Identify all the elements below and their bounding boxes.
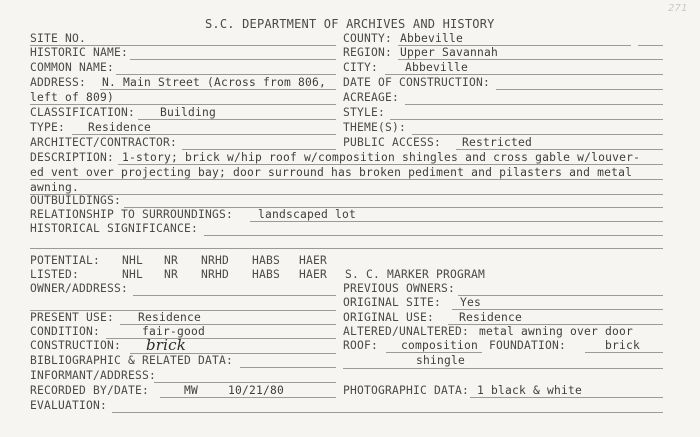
address-value-line2: left of 809) (30, 91, 115, 104)
city-label: CITY: (343, 61, 379, 74)
description-rule-1 (118, 164, 663, 165)
roof-continuation-line (343, 368, 663, 369)
common-name-line (116, 74, 336, 75)
site-no-label: SITE NO. (30, 32, 87, 45)
listed-label: LISTED: (30, 268, 80, 281)
region-value: Upper Savannah (400, 46, 499, 59)
region-label: REGION: (343, 46, 393, 59)
recorded-by-label: RECORDED BY/DATE: (30, 384, 150, 397)
address-line-2 (30, 104, 336, 105)
listed-haer: HAER (299, 268, 328, 281)
historical-significance-label: HISTORICAL SIGNIFICANCE: (30, 222, 199, 235)
owner-address-line (133, 295, 336, 296)
original-use-value: Residence (459, 311, 523, 324)
roof-label: ROOF: (343, 339, 379, 352)
classification-value: Building (160, 106, 217, 119)
evaluation-label: EVALUATION: (30, 399, 108, 412)
informant-label: INFORMANT/ADDRESS: (30, 369, 157, 382)
construction-value: brick (146, 336, 187, 354)
previous-owners-label: PREVIOUS OWNERS: (343, 282, 456, 295)
roof-value-line2: shingle (416, 354, 466, 367)
original-site-line (452, 309, 663, 310)
original-site-label: ORIGINAL SITE: (343, 296, 442, 309)
foundation-line (585, 352, 663, 353)
classification-label: CLASSIFICATION: (30, 106, 136, 119)
card-header: S.C. DEPARTMENT OF ARCHIVES AND HISTORY (205, 17, 495, 31)
potential-label: POTENTIAL: (30, 254, 101, 267)
outbuildings-label: OUTBUILDINGS: (30, 194, 122, 207)
condition-label: CONDITION: (30, 325, 101, 338)
date-construction-line (496, 89, 663, 90)
present-use-value: Residence (138, 311, 202, 324)
description-rule-2 (30, 179, 663, 180)
photographic-data-line (470, 397, 663, 398)
listed-nr: NR (164, 268, 179, 281)
evaluation-line (112, 412, 663, 413)
potential-nhl: NHL (122, 254, 144, 267)
foundation-label: FOUNDATION: (489, 339, 567, 352)
construction-label: CONSTRUCTION: (30, 339, 122, 352)
public-access-value: Restricted (462, 136, 533, 149)
description-rule-3 (30, 194, 663, 195)
potential-nrhd: NRHD (201, 254, 230, 267)
style-line (390, 119, 663, 120)
county-label: COUNTY: (343, 32, 393, 45)
description-line3: awning. (30, 181, 80, 194)
address-value-line1: N. Main Street (Across from 806, (102, 76, 327, 89)
condition-line (106, 338, 336, 339)
original-site-value: Yes (460, 296, 482, 309)
public-access-line (456, 149, 663, 150)
public-access-label: PUBLIC ACCESS: (343, 136, 442, 149)
recorded-by-date: 10/21/80 (228, 384, 285, 397)
style-label: STYLE: (343, 106, 386, 119)
type-label: TYPE: (30, 121, 66, 134)
description-line1: 1-story; brick w/hip roof w/composition shingles and cross gable w/louver- (122, 151, 641, 164)
theme-line (412, 134, 663, 135)
historical-significance-line-1 (204, 235, 663, 236)
roof-value-line1: composition (401, 339, 479, 352)
potential-habs: HABS (252, 254, 281, 267)
photographic-data-value: 1 black & white (477, 384, 583, 397)
relationship-line (250, 221, 663, 222)
roof-line (386, 352, 482, 353)
condition-value: fair-good (142, 325, 206, 338)
address-label: ADDRESS: (30, 76, 87, 89)
city-line (385, 74, 663, 75)
photographic-data-label: PHOTOGRAPHIC DATA: (343, 384, 470, 397)
potential-haer: HAER (299, 254, 328, 267)
owner-address-label: OWNER/ADDRESS: (30, 282, 129, 295)
marker-program-label: S. C. MARKER PROGRAM (345, 268, 486, 281)
county-value: Abbeville (400, 32, 464, 45)
listed-habs: HABS (252, 268, 281, 281)
page-number: 271 (668, 3, 688, 14)
city-value: Abbeville (405, 61, 469, 74)
informant-line (154, 382, 336, 383)
architect-label: ARCHITECT/CONTRACTOR: (30, 136, 178, 149)
bibliographic-line (240, 367, 336, 368)
address-line-1 (100, 89, 336, 90)
recorded-by-line (160, 397, 336, 398)
acreage-line (405, 104, 663, 105)
foundation-value: brick (605, 339, 641, 352)
relationship-value: landscaped lot (258, 208, 357, 221)
potential-nr: NR (164, 254, 179, 267)
listed-nrhd: NRHD (201, 268, 230, 281)
recorded-by-initials: MW (184, 384, 199, 397)
relationship-label: RELATIONSHIP TO SURROUNDINGS: (30, 208, 234, 221)
bibliographic-label: BIBLIOGRAPHIC & RELATED DATA: (30, 354, 234, 367)
description-label: DESCRIPTION: (30, 151, 115, 164)
classification-line (138, 119, 336, 120)
description-line2: ed vent over projecting bay; door surround has broken pediment and pilasters and metal (30, 166, 633, 179)
altered-label: ALTERED/UNALTERED: (343, 325, 470, 338)
common-name-label: COMMON NAME: (30, 61, 115, 74)
altered-value: metal awning over door (479, 325, 634, 338)
region-line (398, 59, 663, 60)
previous-owners-line (458, 295, 663, 296)
county-line-end (638, 45, 663, 46)
original-use-label: ORIGINAL USE: (343, 311, 435, 324)
date-construction-label: DATE OF CONSTRUCTION: (343, 76, 491, 89)
type-line (72, 134, 336, 135)
type-value: Residence (88, 121, 152, 134)
historic-name-label: HISTORIC NAME: (30, 46, 129, 59)
architect-line (182, 149, 336, 150)
historic-name-line (130, 59, 336, 60)
acreage-label: ACREAGE: (343, 91, 400, 104)
listed-nhl: NHL (122, 268, 144, 281)
theme-label: THEME(S): (343, 121, 407, 134)
present-use-label: PRESENT USE: (30, 311, 115, 324)
historical-significance-line-2 (30, 248, 663, 249)
